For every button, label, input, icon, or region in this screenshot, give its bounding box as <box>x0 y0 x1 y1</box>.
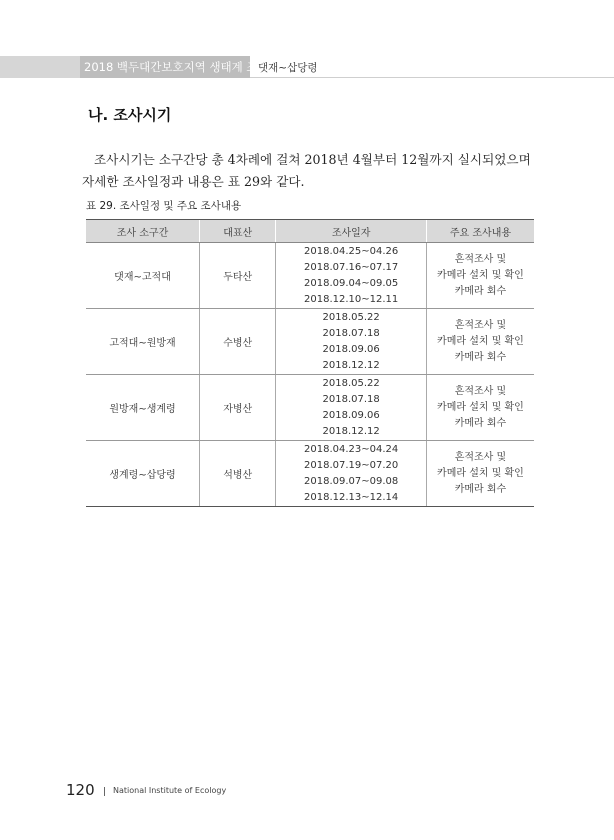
table-row <box>86 375 534 441</box>
contents-line: 흔적조사 및 <box>454 451 507 463</box>
table-row <box>86 309 534 375</box>
cell-dates <box>276 243 426 309</box>
running-header <box>0 56 614 78</box>
cell-mountain: 자병산 <box>200 375 276 441</box>
date-line: 2018.07.16~07.17 <box>304 261 399 273</box>
cell-contents <box>426 243 534 309</box>
chapter-title: 댓재~삽당령 <box>258 62 318 74</box>
contents-list <box>427 318 534 366</box>
header-rule <box>250 77 614 78</box>
section-heading: 나. 조사시기 <box>88 106 172 124</box>
date-line: 2018.09.04~09.05 <box>304 277 399 289</box>
date-line: 2018.12.12 <box>322 359 380 371</box>
table-row <box>86 243 534 309</box>
body-paragraph: 조사시기는 소구간당 총 4차례에 걸쳐 2018년 4월부터 12월까지 실시되었으며 자세한 조사일정과 내용은 표 29와 같다. <box>82 151 531 189</box>
column-header-contents: 주요 조사내용 <box>426 220 534 243</box>
date-line: 2018.09.07~09.08 <box>304 475 399 487</box>
date-line: 2018.12.13~12.14 <box>304 491 399 503</box>
cell-dates <box>276 441 426 507</box>
cell-mountain: 석병산 <box>200 441 276 507</box>
date-line: 2018.12.10~12.11 <box>304 293 399 305</box>
cell-contents <box>426 309 534 375</box>
column-header-section: 조사 소구간 <box>86 220 200 243</box>
footer-separator <box>104 787 105 796</box>
table-row <box>86 441 534 507</box>
contents-line: 카메라 설치 및 확인 <box>437 401 524 413</box>
date-line: 2018.07.18 <box>322 393 380 405</box>
column-header-dates: 조사일자 <box>276 220 426 243</box>
table-caption: 표 29. 조사일정 및 주요 조사내용 <box>86 200 242 212</box>
contents-line: 카메라 설치 및 확인 <box>437 335 524 347</box>
contents-line: 카메라 회수 <box>454 351 507 363</box>
cell-section: 원방재~생계령 <box>86 375 200 441</box>
date-list <box>276 442 425 506</box>
contents-list <box>427 450 534 498</box>
date-line: 2018.05.22 <box>322 377 380 389</box>
footer-organization: National Institute of Ecology <box>113 786 227 795</box>
column-header-mountain: 대표산 <box>200 220 276 243</box>
cell-dates <box>276 309 426 375</box>
contents-line: 카메라 회수 <box>454 417 507 429</box>
cell-section: 생계령~삽당령 <box>86 441 200 507</box>
contents-line: 흔적조사 및 <box>454 319 507 331</box>
date-line: 2018.04.25~04.26 <box>304 245 399 257</box>
header-tab-accent <box>0 56 80 78</box>
contents-line: 카메라 설치 및 확인 <box>437 467 524 479</box>
cell-dates <box>276 375 426 441</box>
date-list <box>276 310 425 374</box>
contents-list <box>427 384 534 432</box>
cell-section: 댓재~고적대 <box>86 243 200 309</box>
date-line: 2018.04.23~04.24 <box>304 443 399 455</box>
date-line: 2018.12.12 <box>322 425 380 437</box>
table-header-row <box>86 220 534 243</box>
date-line: 2018.09.06 <box>322 343 380 355</box>
date-line: 2018.07.18 <box>322 327 380 339</box>
date-list <box>276 376 425 440</box>
contents-line: 흔적조사 및 <box>454 253 507 265</box>
date-line: 2018.05.22 <box>322 311 380 323</box>
page-number: 120 <box>66 781 95 799</box>
cell-mountain: 수병산 <box>200 309 276 375</box>
contents-line: 흔적조사 및 <box>454 385 507 397</box>
contents-line: 카메라 회수 <box>454 285 507 297</box>
contents-line: 카메라 회수 <box>454 483 507 495</box>
cell-contents <box>426 375 534 441</box>
contents-line: 카메라 설치 및 확인 <box>437 269 524 281</box>
date-line: 2018.07.19~07.20 <box>304 459 399 471</box>
date-line: 2018.09.06 <box>322 409 380 421</box>
contents-list <box>427 252 534 300</box>
table-body <box>86 243 534 507</box>
cell-mountain: 두타산 <box>200 243 276 309</box>
date-list <box>276 244 425 308</box>
report-title: 2018 백두대간보호지역 생태계 조사 <box>84 60 269 74</box>
survey-schedule-table <box>86 219 534 507</box>
cell-section: 고적대~원방재 <box>86 309 200 375</box>
cell-contents <box>426 441 534 507</box>
